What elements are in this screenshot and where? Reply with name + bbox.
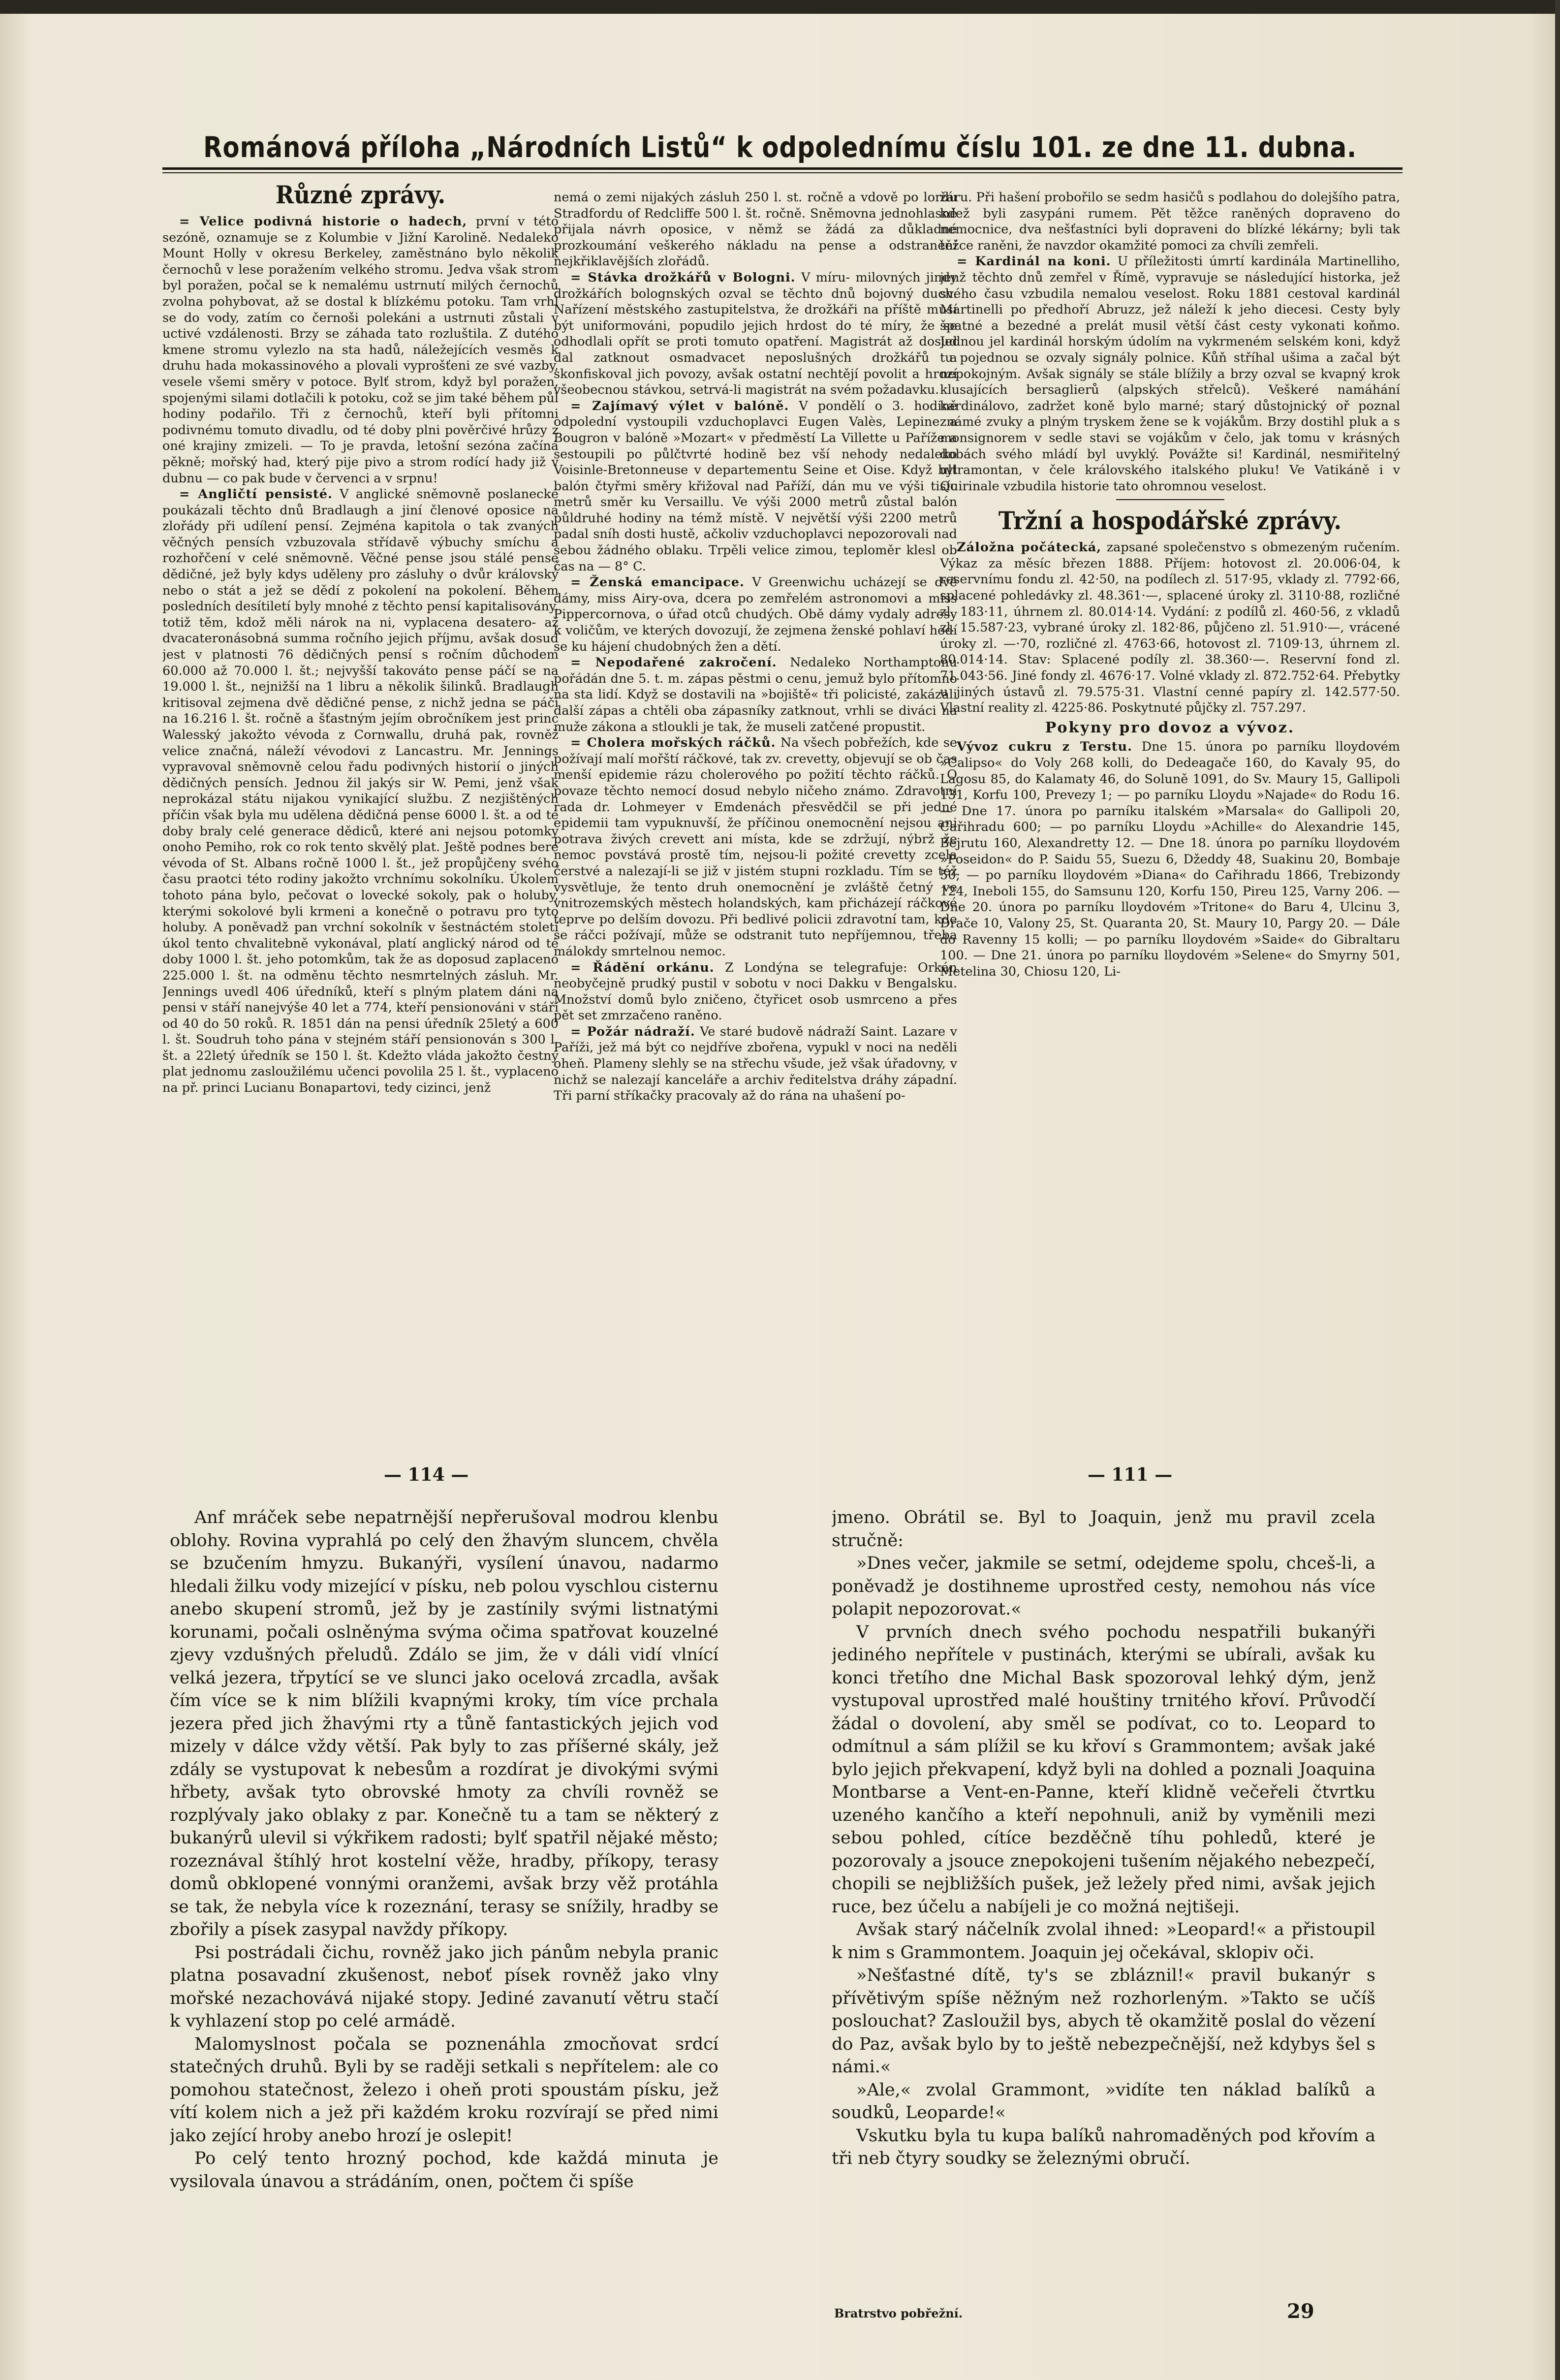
news-column-1 [162,177,559,1378]
article-balon [554,398,957,575]
header-rule-thick [162,167,1403,170]
article-text: Na všech pobřežích, kde se požívají malí mořští ráčkové, tak zv. crevetty, objevují se ob čas menší epidemie rázu cholerového po požití těchto ráčků. O povaze těchto nemocí dosud nebylo ničeho známo. Zdravotní rada dr. Lohmeyer v Emdenách přesvědčil se při jedné epidemii tam vypuknuvší, že příčinou onemocnění nejsou ani potrava živých crevett ani místa, kde se zdržují, nýbrž že nemoc povstává prostě tím, nejsou-li požité crevetty zcela čerstvé a nalezají-li se již v jistém stupni rozkladu. Tím se též vysvětluje, že tento druh onemocnění je zvláště četný ve vnitrozemských městech holandských, kam přicházejí ráčkové teprve po delším dovozu. Při bedlivé policii zdravotní tam, kde se ráčci požívají, může se odstranit tuto nepříjemnou, třeba málokdy smrtelnou nemoc. [554,735,957,959]
article-continuation: nemá o zemi nijakých zásluh 250 l. st. ročně a vdově po lordu Stradfordu of Redcliffe 500 l. št. ročně. Sněmovna jednohlasně přijala návrh oposice, v němž se žádá za důkladné prozkoumání veškerého nákladu na pense a odstranění nejkřiklavějších zlořádů. [554,190,957,269]
article-heading: = Stávka drožkářů v Bologni. [570,270,796,285]
section-divider [1116,499,1224,500]
article-kardinal [940,254,1400,494]
article-text: Z Londýna se telegrafuje: Orkán neobyčejně prudký pustil v sobotu v noci Dakku v Bengalsku. Množství domů bylo zničeno, čtyřicet osob usmrceno a přes pět set zmrzačeno raněno. [554,960,957,1023]
article-heading: Vývoz cukru z Terstu. [957,739,1132,755]
article-zalozna [940,539,1400,716]
article-text: Nedaleko Northamptonu pořádán dne 5. t. m. zápas pěstmi o cenu, jemuž bylo přítomno na sta lidí. Když se dostavili na »bojiště« tři policisté, zakázali další zápas a chtěli oba zápasníky zatknout, vrhli se diváci na muže zákona a stloukli je tak, že museli zatčené propustit. [554,655,957,734]
footer-sheet-number: 29 [1287,2300,1314,2323]
novel-paragraph: Vskutku byla tu kupa balíků nahromaděných pod křovím a tři neb čtyry soudky se železnými obručí. [832,2126,1375,2168]
novel-paragraph: Avšak starý náčelník zvolal ihned: »Leopard!« a přistoupil k nim s Grammontem. Joaquin jej očekával, sklopiv oči. [832,1920,1375,1963]
news-column-3 [940,190,1400,1336]
article-text: V anglické sněmovně poslanecké poukázali těchto dnů Bradlaugh a jiní členové oposice na zlořády při udílení pensí. Zejména kapitola o tak zvaných věčných pensích vzbuzovala střídavě výbuchy smíchu a rozhořčení v celé sněmovně. Věčné pense jsou stálé pense dědičné, jež byly kdys uděleny pro zásluhy o dvůr královský nebo o stát a jež se dědí z pokolení na pokolení. Během posledních desítiletí byly mnohé z těchto pensí kapitalisovány, totiž těm, kdož měli nárok na ni, vyplacena desatero- až dvacateronásobná summa ročního jejich příjmu, avšak dosud jest v platnosti 76 dědičných pensí s ročním důchodem 60.000 až 70.000 l. št.; nejvyšší takováto pense páčí se na 19.000 l. št., nejnižší na 1 libru a několik šilinků. Bradlaugh kritisoval zejmena dvě dědičné pense, z nichž jedna se páčí na 16.216 l. št. ročně a šťastným jejím obročníkem jest princ Walesský jakožto vévoda z Cornwallu, druhá pak, rovněž velice značná, náleží vévodovi z Lancastru. Mr. Jennings vypravoval sněmovně celou řadu podivných historií o jiných dědičných pensích. Jednou žil jakýs sir W. Pemi, jenž však neprokázal státu nijakou vynikající službu. Z nezjištěných příčin však byla mu udělena dědičná pense 6000 l. št. a od té doby braly celé generace dědiců, které ani nejsou potomky onoho Pemiho, rok co rok tento skvělý plat. Ještě podnes bere vévoda of St. Albans ročně 1000 l. št., jež propůjčeny svého času praotci této rodiny jakožto vrchnímu sokolníku. Úkolem tohoto pána bylo, pečovat o lovecké sokoly, pak o holuby, kterými sokolové byli krmeni a konečně o potravu pro tyto holuby. A poněvadž pan vrchní sokolník v šestnáctém století úkol tento chvalitebně vykonával, platí anglický národ od té doby 1000 l. št. jeho potomkům, tak že as doposud zaplaceno 225.000 l. št. na odměnu těchto nesmrtelných zásluh. Mr. Jennings uvedl 406 úředníků, kteří s plným platem dáni na pensi v stáří nanejvýše 40 let a 774, kteří pensionováni v stáří od 40 do 50 roků. R. 1851 dán na pensi úředník 25letý a 600 l. št. Soudruh toho pána v stejném stáří pensionován s 300 l. št. a 22letý úředník se 150 l. št. Kdežto vláda jakožto čestný plat jednomu zasloužilému učenci povolila 25 l. št., vyplaceno na př. princi Lucianu Bonapartovi, tedy cizinci, jenž [162,487,559,1096]
footer-signature: Bratrstvo pobřežní. [834,2306,963,2320]
article-stavka [554,270,957,398]
section-title-ruzne-zpravy: Různé zprávy. [275,180,446,209]
article-heading: = Zajímavý výlet v balóně. [570,398,789,413]
article-heading: = Angličtí pensisté. [179,487,333,502]
news-column-2 [554,190,957,1327]
novel-paragraph: »Ale,« zvolal Grammont, »vidíte ten náklad balíků a soudků, Leoparde!« [832,2080,1375,2123]
scan-right-edge [1555,0,1560,2380]
page-number-right: — 111 — [1088,1464,1173,1485]
article-continuation: žáru. Při hašení probořilo se sedm hasičů s podlahou do dolejšího patra, kdež byli zasypáni rumem. Pět těžce raněných dopraveno do nemocnice, dva nešťastníci byli dopraveni do blízké lékárny; byli tak těžce raněni, že navzdor okamžité pomoci za chvíli zemřeli. [940,190,1400,253]
article-pozar [554,1024,957,1104]
article-heading: = Požár nádraží. [570,1024,695,1039]
article-text: zapsané společenstvo s obmezeným ručením. Výkaz za měsíc březen 1888. Příjem: hotovost zl. 20.006·04, k reservnímu fondu zl. 42·50, na podílech zl. 517·95, vklady zl. 7792·66, splacené pohledávky zl. 48.361·—, splacené úroky zl. 3110·88, rozličné zl. 183·11, úhrnem zl. 80.014·14. Vydání: z podílů zl. 460·56, z vkladů zl. 15.587·23, vybrané úroky zl. 182·86, půjčeno zl. 51.910·—, vrácené úroky zl. —·70, rozličné zl. 4763·66, hotovost zl. 7109·13, úhrnem zl. 80.014·14. Stav: Splacené podíly zl. 38.360·—. Reservní fond zl. 71.043·56. Jiné fondy zl. 4676·17. Volné vklady zl. 872.752·64. Přebytky u jiných ústavů zl. 79.575·31. Vlastní cenné papíry zl. 142.577·50. Vlastní reality zl. 4225·86. Poskytnuté půjčky zl. 757.297. [940,540,1400,716]
novel-paragraph: V prvních dnech svého pochodu nespatřili bukanýři jediného nepřítele v pustinách, kterými se ubírali, avšak ku konci třetího dne Michal Bask spozoroval lehký dým, jenž vystupoval uprostřed malé houštiny trnitého křoví. Průvodčí žádal o dovolení, aby směl se podívat, co to. Leopard to odmítnul a sám plížil se ku křoví s Grammontem; avšak jaké bylo jejich překvapení, když byli na dohled a poznali Joaquina Montbarse a Vent-en-Panne, kteří klidně večeřeli čtvrtku uzeného kančího a kteří nepohnuli, aniž by vyměnili mezi sebou pohled, cítíce bezděčně tíhu pohledů, které je pozorovaly a jsouce znepokojeni tušením nějakého nebezpečí, chopili se nejbližších pušek, jež ležely před nimi, avšak jejich ruce, bez účelu a nabíjeli je co možná nejtišeji. [832,1622,1375,1917]
novel-text-left [170,1506,718,2343]
article-heading: = Kardinál na koni. [957,254,1111,269]
article-heading: = Cholera mořských ráčků. [570,735,776,751]
article-heading: Záložna počátecká, [957,540,1102,555]
novel-paragraph: Anf mráček sebe nepatrnější nepřerušoval modrou klenbu oblohy. Rovina vyprahlá po celý den žhavým sluncem, chvěla se bzučením hmyzu. Bukanýři, vysílení únavou, nadarmo hledali žilku vody mizející v písku, neb polou vyschlou cisternu anebo skupení stromů, jež by je zastínily svými listnatými korunami, počali oslněnýma svýma očima spatřovat kouzelné zjevy vzdušných přeludů. Zdálo se jim, že v dáli vidí vlnící velká jezera, třpytící se ve slunci jako ocelová zrcadla, avšak čím více se k nim blížili kvapnými kroky, tím více prchala jezera před jich žhavými rty a tůně fantastických jejich vod mizely v dálce vždy větší. Pak byly to zas příšerné skály, jež zdály se vystupovat k nebesům a rozdírat je divokými svými hřbety, avšak tyto obrovské hmoty za chvíli rovněž se rozplývaly jako oblaky z par. Konečně tu a tam se některý z bukanýrů ulevil si výkřikem radosti; bylť spatřil nějaké město; rozeznával štíhlý hrot kostelní věže, hradby, příkopy, terasy domů obklopené vonnými oranžemi, avšak brzy věž protáhla se tak, že nebyla více k rozeznání, terasy se snížily, hradby se zbořily a písek zasypal navždy příkopy. [170,1508,718,1939]
article-text: V Greenwichu ucházejí se dvě dámy, miss Airy-ova, dcera po zemřelém astronomovi a miss Pippercornova, o úřad otců chudých. Obě dámy vydaly adresy k voličům, ve kterých dovozují, že zejmena ženské pohlaví hodí se ku hájení chudobných žen a dětí. [554,575,957,654]
article-hadi [162,214,559,486]
novel-paragraph: »Nešťastné dítě, ty's se zbláznil!« pravil bukanýr s přívětivým spíše něžným než rozhorleným. »Takto se učíš poslouchat? Zasloužil bys, abych tě okamžitě poslal do vězení do Paz, avšak bylo by to ještě nebezpečnější, než kdybys šel s námi.« [832,1966,1375,2077]
article-orkan [554,960,957,1024]
article-heading: = Velice podivná historie o hadech, [179,214,468,229]
article-text: Dne 15. února po parníku lloydovém »Calipso« do Voly 268 kolli, do Dedeagače 160, do Kavaly 95, do Lagosu 85, do Kalamaty 46, do Soluně 1091, do Sv. Maury 15, Gallipoli 131, Korfu 100, Prevezy 1; — po parníku Lloydu »Najade« do Rodu 16. — Dne 17. února po parníku italském »Marsala« do Gallipoli 20, Cařihradu 600; — po parníku Lloydu »Achille« do Alexandrie 145, Bejrutu 160, Alexandretty 12. — Dne 18. února po parníku lloydovém »Poseidon« do P. Saidu 55, Suezu 6, Džeddy 48, Suakinu 20, Bombaje 50; — po parníku lloydovém »Diana« do Cařihradu 1866, Trebizondy 124, Ineboli 155, do Samsunu 120, Korfu 150, Pireu 125, Varny 206. — Dne 20. února po parníku lloydovém »Tritone« do Baru 4, Ulcinu 3, Drače 10, Valony 25, St. Quaranta 20, St. Maury 10, Pargy 20. — Dále do Ravenny 15 kolli; — po parníku lloydovém »Saide« do Gibraltaru 100. — Dne 21. února po parníku lloydovém »Selene« do Smyrny 501, Metelina 30, Chiosu 120, Li- [940,739,1400,979]
subsection-title-pokyny: Pokyny pro dovoz a vývoz. [1045,719,1295,736]
page-number-left: — 114 — [384,1464,469,1485]
novel-paragraph: »Dnes večer, jakmile se setmí, odejdeme spolu, chceš-li, a poněvadž je dostihneme uprostřed cesty, nemohou nás více polapit nepozorovat.« [832,1554,1375,1619]
header-rule-thin [162,172,1403,173]
page-header-title: Románová příloha „Národních Listů“ k odpolednímu číslu 101. ze dne 11. dubna. [203,130,1357,164]
article-pensiste [162,486,559,1096]
article-text: Ve staré budově nádraží Saint. Lazare v Paříži, jež má být co nejdříve zbořena, vypukl v noci na neděli oheň. Plameny slehly se na střechu všude, jež však úřadovny, v nichž se nalezají kanceláře a archiv ředitelstva dráhy západní. Tři parní stříkačky pracovaly až do rána na uhašení po- [554,1024,957,1104]
article-cholera [554,735,957,959]
novel-paragraph: Po celý tento hrozný pochod, kde každá minuta je vysilovala únavou a strádáním, onen, počtem či spíše [170,2149,718,2191]
article-emancipace [554,574,957,655]
article-text: první v této sezóně, oznamuje se z Kolumbie v Jižní Karolině. Nedaleko Mount Holly v okresu Berkeley, zaměstnáno bylo několik černochů v lese poražením velkého stromu. Jedva však strom byl poražen, počal se k nemalému ustrnutí milých černochů zvolna pohybovat, až se dostal k blízkému potoku. Tam vrhl se do vody, zatím co černoši polekáni a ustrnuti zůstali v uctivé vzdálenosti. Brzy se záhada tato rozluštila. Z dutého kmene stromu vylezlo na sta hadů, náležejících vesměs k druhu hada mokassinového a plovali vyprošťeni ze své vazby, vesele všemi směry v potoce. Bylť strom, když byl poražen, spojenými silami dotlačili k potoku, což se jim také během půl hodiny podařilo. Tři z černochů, kteří byli přítomni podivnému tomuto divadlu, od té doby plni pověrčivé hrůzy z oné krajiny zmizeli. — To je pravda, letošní sezóna začíná pěkně; mořský had, který pije pivo a strom rodící hady již v dubnu — co pak bude v červenci a v srpnu! [162,214,559,486]
article-text: V míru- milovných jindy drožkářích bolognských ozval se těchto dnů bojovný duch. Nařízení městského zastupitelstva, že drožkáři na příště musí být uniformováni, popudilo jejich hrdost do té míry, že se odhodlali opřít se proti tomuto opatření. Magistrát až dosud dal zatknout osmadvacet neposlušných drožkářů a skonfiskoval jich povozy, avšak ostatní nechtějí povolit a hrozí všeobecnou stávkou, setrvá-li magistrát na svém požadavku. [554,270,957,398]
novel-paragraph: Psi postrádali čichu, rovněž jako jich pánům nebyla pranic platna posavadní zkušenost, neboť písek rovněž jako vlny mořské nezachovává nijaké stopy. Jediné zavanutí větru stačí k vyhlazení stop po celé armádě. [170,1942,718,2031]
article-heading: = Nepodařené zakročení. [570,655,777,670]
article-text: U příležitosti úmrtí kardinála Martinelliho, jenž těchto dnů zemřel v Římě, vypravuje se následující historka, jež svého času vzbudila nemalou veselost. Roku 1881 cestoval kardinál Martinelli po předhoří Abruzz, jež náleží k jeho diecesi. Cesty byly špatné a bezedné a prelát musil větší část cesty vykonati koňmo. Jednou jel kardinál horským údolím na vykrmeném selském koni, když tu pojednou se ozvaly signály polnice. Kůň stříhal ušima a začal být nepokojným. Avšak signály se stále blížily a brzy ozval se kvapný krok klusajících bersaglierů (alpských střelců). Veškeré namáhání kardinálovo, zadržet koně bylo marné; starý důstojnický oř poznal známé zvuky a plným tryskem žene se k vojákům. Brzy dostihl pluk a s monsignorem v sedle stavi se vojákům v čelo, jak tomu v krásných dobách svého mládí byl uvyklý. Povážte si! Kardinál, nesmiřitelný ultramontan, v čele královského italského pluku! Ve Vatikáně i v Quirinale vzbudila historie tato ohromnou veselost. [940,254,1400,494]
article-text: V pondělí o 3. hodině odpolední vystoupili vzduchoplavci Eugen Valès, Lepine a Bougron v balóně »Mozart« v předměstí La Villette u Paříže a sestoupili po půlčtvrté hodině bez vší nehody nedaleko Voisinle-Bretonneuse v departementu Seine et Oise. Když byl balón čtyřmi směry křižoval nad Paříží, dán mu ve výši tisíc metrů směr ku Versaillu. Ve výši 2000 metrů zůstal balón půldruhé hodiny na témž místě. V největší výši 2200 metrů padal sníh dosti hustě, ačkoliv vzduchoplavci nepozorovali nad sebou žádného oblaku. Trpěli velice zimou, teploměr klesl ob čas na — 8° C. [554,398,957,574]
article-vyvoz-cukru [940,739,1400,980]
article-heading: = Řádění orkánu. [570,960,715,975]
scan-top-edge [0,0,1560,14]
novel-text-right [832,1506,1375,2294]
section-title-trzni-zpravy: Tržní a hospodářské zprávy. [998,506,1342,536]
novel-paragraph: Malomyslnost počala se poznenáhla zmocňovat srdcí statečných druhů. Byli by se raději setkali s nepřítelem: ale co pomohou statečnost, železo i oheň proti spoustám písku, jež vítí kolem nich a jež při každém kroku rozvírají se před nimi jako zející hroby anebo hrozí je oslepit! [170,2034,718,2146]
article-heading: = Ženská emancipace. [570,575,745,590]
article-zakroceni [554,655,957,735]
novel-paragraph: jmeno. Obrátil se. Byl to Joaquin, jenž mu pravil zcela stručně: [832,1508,1375,1551]
